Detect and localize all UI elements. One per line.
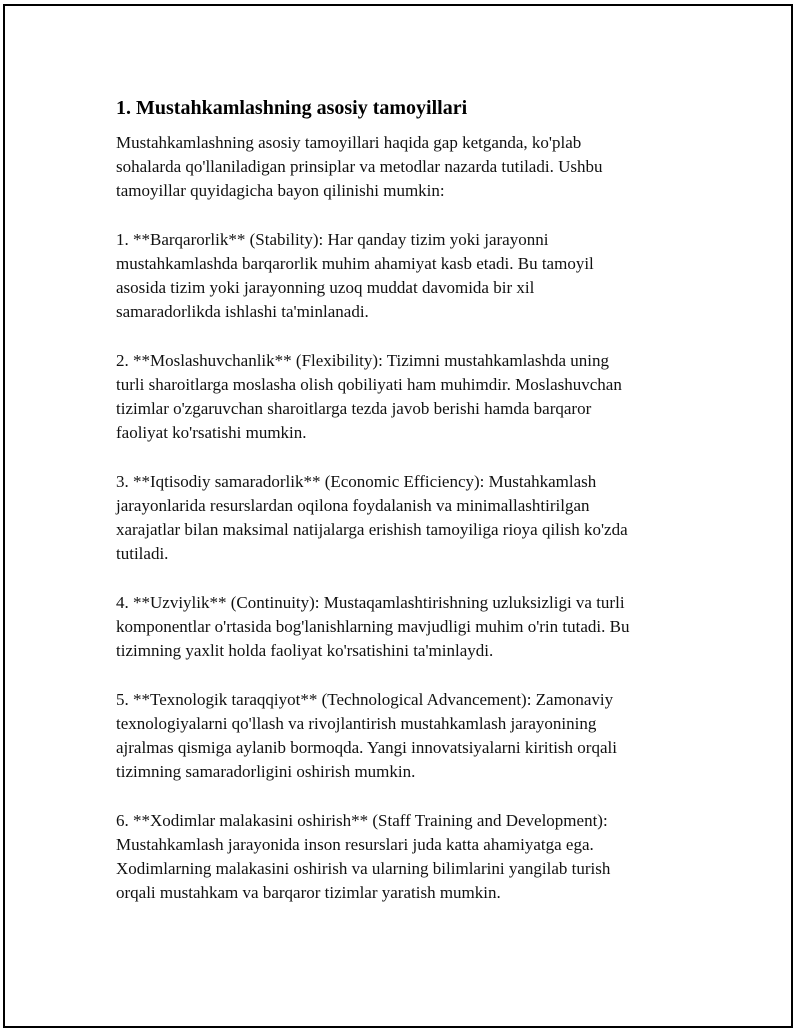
text-line: komponentlar o'rtasida bog'lanishlarning mavjudligi muhim o'rin tutadi. Bu	[116, 617, 630, 636]
text-line: tizimning yaxlit holda faoliyat ko'rsatishini ta'minlaydi.	[116, 641, 494, 661]
text-line: 5. **Texnologik taraqqiyot** (Technological Advancement): Zamonaviy	[116, 689, 614, 709]
principle-stability-paragraph	[116, 228, 696, 325]
text-line: tizimlar o'zgaruvchan sharoitlarga tezda javob berishi hamda barqaror	[116, 399, 592, 419]
text-line: Mustahkamlashning asosiy tamoyillari haqida gap ketganda, ko'plab	[116, 133, 582, 152]
principle-technology-paragraph	[116, 688, 696, 785]
text-line: sohalarda qo'llaniladigan prinsiplar va metodlar nazarda tutiladi. Ushbu	[116, 157, 603, 177]
text-line: Mustahkamlash jarayonida inson resurslari juda katta ahamiyatga ega.	[116, 834, 594, 854]
text-line: turli sharoitlarga moslasha olish qobiliyati ham muhimdir. Moslashuvchan	[116, 375, 622, 394]
text-line: 2. **Moslashuvchanlik** (Flexibility): Tizimni mustahkamlashda uning	[116, 350, 609, 370]
section-heading: 1. Mustahkamlashning asosiy tamoyillari	[116, 97, 468, 119]
principle-efficiency-paragraph	[116, 470, 696, 567]
text-line: 6. **Xodimlar malakasini oshirish** (Staff Training and Development):	[116, 810, 608, 830]
intro-paragraph	[116, 131, 696, 204]
text-line: faoliyat ko'rsatishi mumkin.	[116, 423, 307, 443]
text-line: texnologiyalarni qo'llash va rivojlantirish mustahkamlash jarayonining	[116, 713, 597, 733]
text-line: samaradorlikda ishlashi ta'minlanadi.	[116, 302, 369, 322]
text-line: tutiladi.	[116, 544, 169, 564]
text-line: ajralmas qismiga aylanib bormoqda. Yangi innovatsiyalarni kiritish orqali	[116, 738, 617, 757]
principle-staff-training-paragraph	[116, 809, 696, 906]
text-line: 4. **Uzviylik** (Continuity): Mustaqamlashtirishning uzluksizligi va turli	[116, 592, 625, 612]
text-line: xarajatlar bilan maksimal natijalarga erishish tamoyiliga rioya qilish ko'zda	[116, 520, 628, 540]
text-line: asosida tizim yoki jarayonning uzoq muddat davomida bir xil	[116, 278, 535, 298]
text-line: tizimning samaradorligini oshirish mumkin.	[116, 762, 416, 782]
principle-flexibility-paragraph	[116, 349, 696, 446]
text-line: orqali mustahkam va barqaror tizimlar yaratish mumkin.	[116, 883, 501, 903]
text-line: 3. **Iqtisodiy samaradorlik** (Economic Efficiency): Mustahkamlash	[116, 471, 597, 491]
text-line: jarayonlarida resurslardan oqilona foydalanish va minimallashtirilgan	[116, 496, 590, 515]
text-line: tamoyillar quyidagicha bayon qilinishi mumkin:	[116, 181, 445, 201]
text-line: Xodimlarning malakasini oshirish va ularning bilimlarini yangilab turish	[116, 859, 611, 878]
text-line: 1. **Barqarorlik** (Stability): Har qanday tizim yoki jarayonni	[116, 229, 549, 249]
principle-continuity-paragraph	[116, 591, 696, 664]
document-body	[116, 95, 696, 930]
text-line: mustahkamlashda barqarorlik muhim ahamiyat kasb etadi. Bu tamoyil	[116, 254, 594, 273]
